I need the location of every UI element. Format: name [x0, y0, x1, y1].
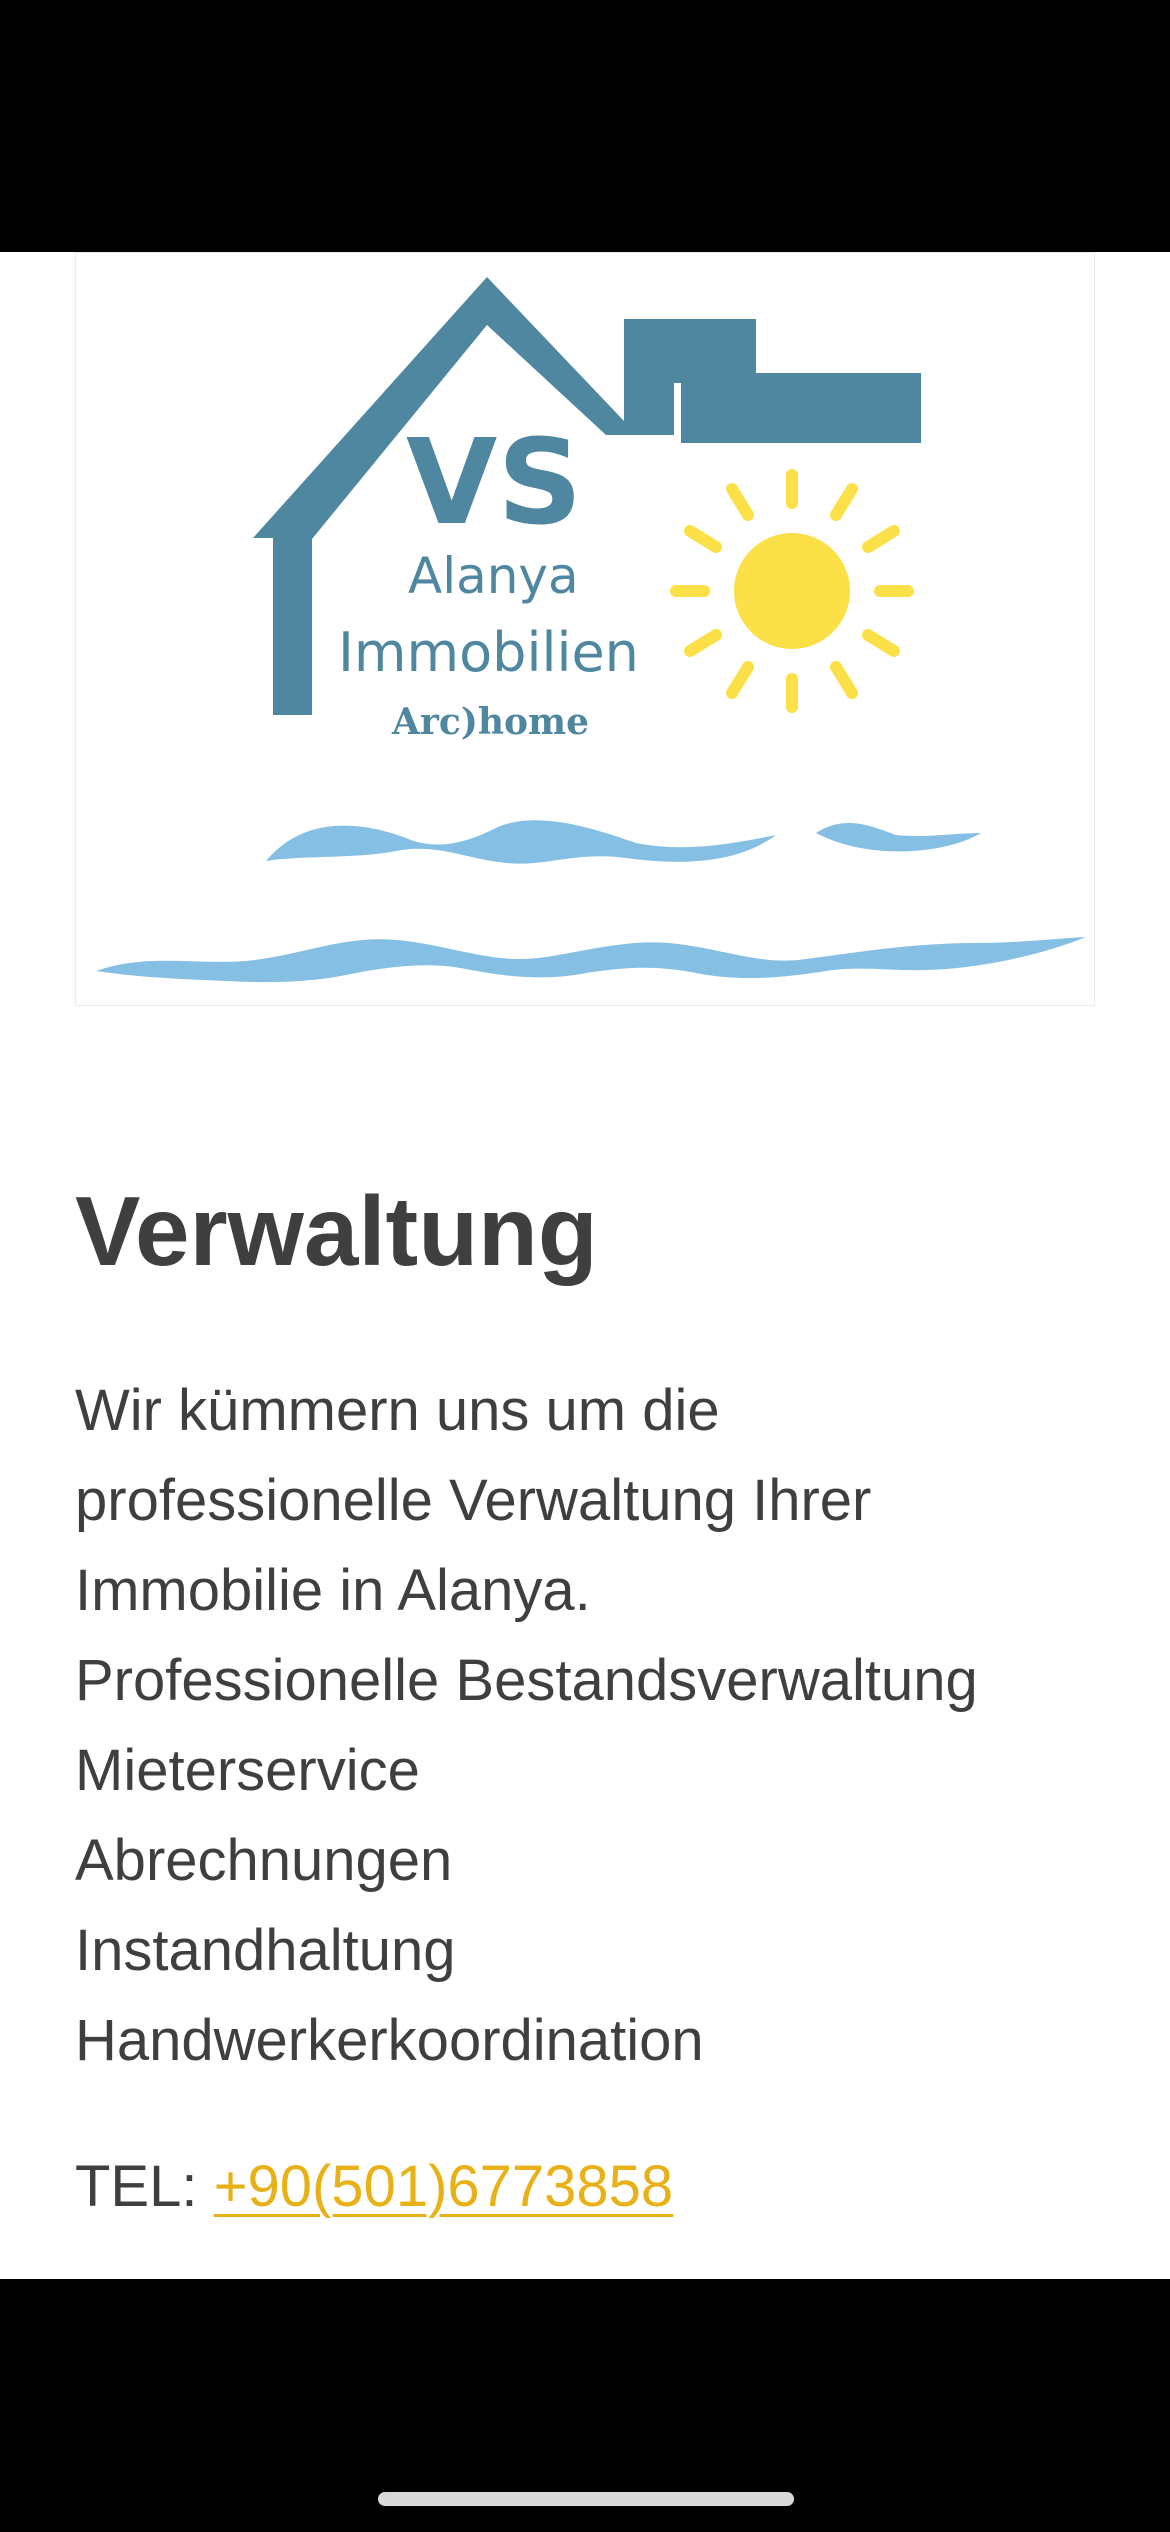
- service-item-abrechnungen: Abrechnungen: [75, 1828, 453, 1893]
- page-content: [0, 252, 1170, 2279]
- contact-line: [75, 2142, 673, 2232]
- intro-line: professionelle Verwaltung Ihrer: [75, 1468, 872, 1533]
- service-item-bestandsverwaltung: Professionelle Bestandsverwaltung: [75, 1648, 978, 1713]
- status-bar-area: [0, 0, 1170, 252]
- logo-line-3: Arc)home: [392, 701, 590, 743]
- service-item-instandhaltung: Instandhaltung: [75, 1918, 456, 1983]
- page-title: Verwaltung: [75, 1176, 598, 1286]
- company-logo: [75, 252, 1095, 1006]
- logo-graphic: [76, 253, 1095, 1006]
- logo-initials: VS: [406, 413, 583, 551]
- waves-icon: [96, 820, 1086, 982]
- description: [75, 1366, 1115, 2086]
- service-item-mieterservice: Mieterservice: [75, 1738, 420, 1803]
- logo-line-2: Immobilien: [338, 621, 639, 684]
- intro-line: Wir kümmern uns um die: [75, 1378, 720, 1443]
- intro-line: Immobilie in Alanya.: [75, 1558, 591, 1623]
- service-item-handwerkerkoordination: Handwerkerkoordination: [75, 2008, 704, 2073]
- phone-link[interactable]: +90(501)6773858: [213, 2154, 674, 2219]
- sun-icon: [676, 475, 908, 707]
- logo-line-1: Alanya: [408, 547, 579, 605]
- home-indicator[interactable]: [378, 2492, 794, 2506]
- tel-label: TEL:: [75, 2154, 214, 2219]
